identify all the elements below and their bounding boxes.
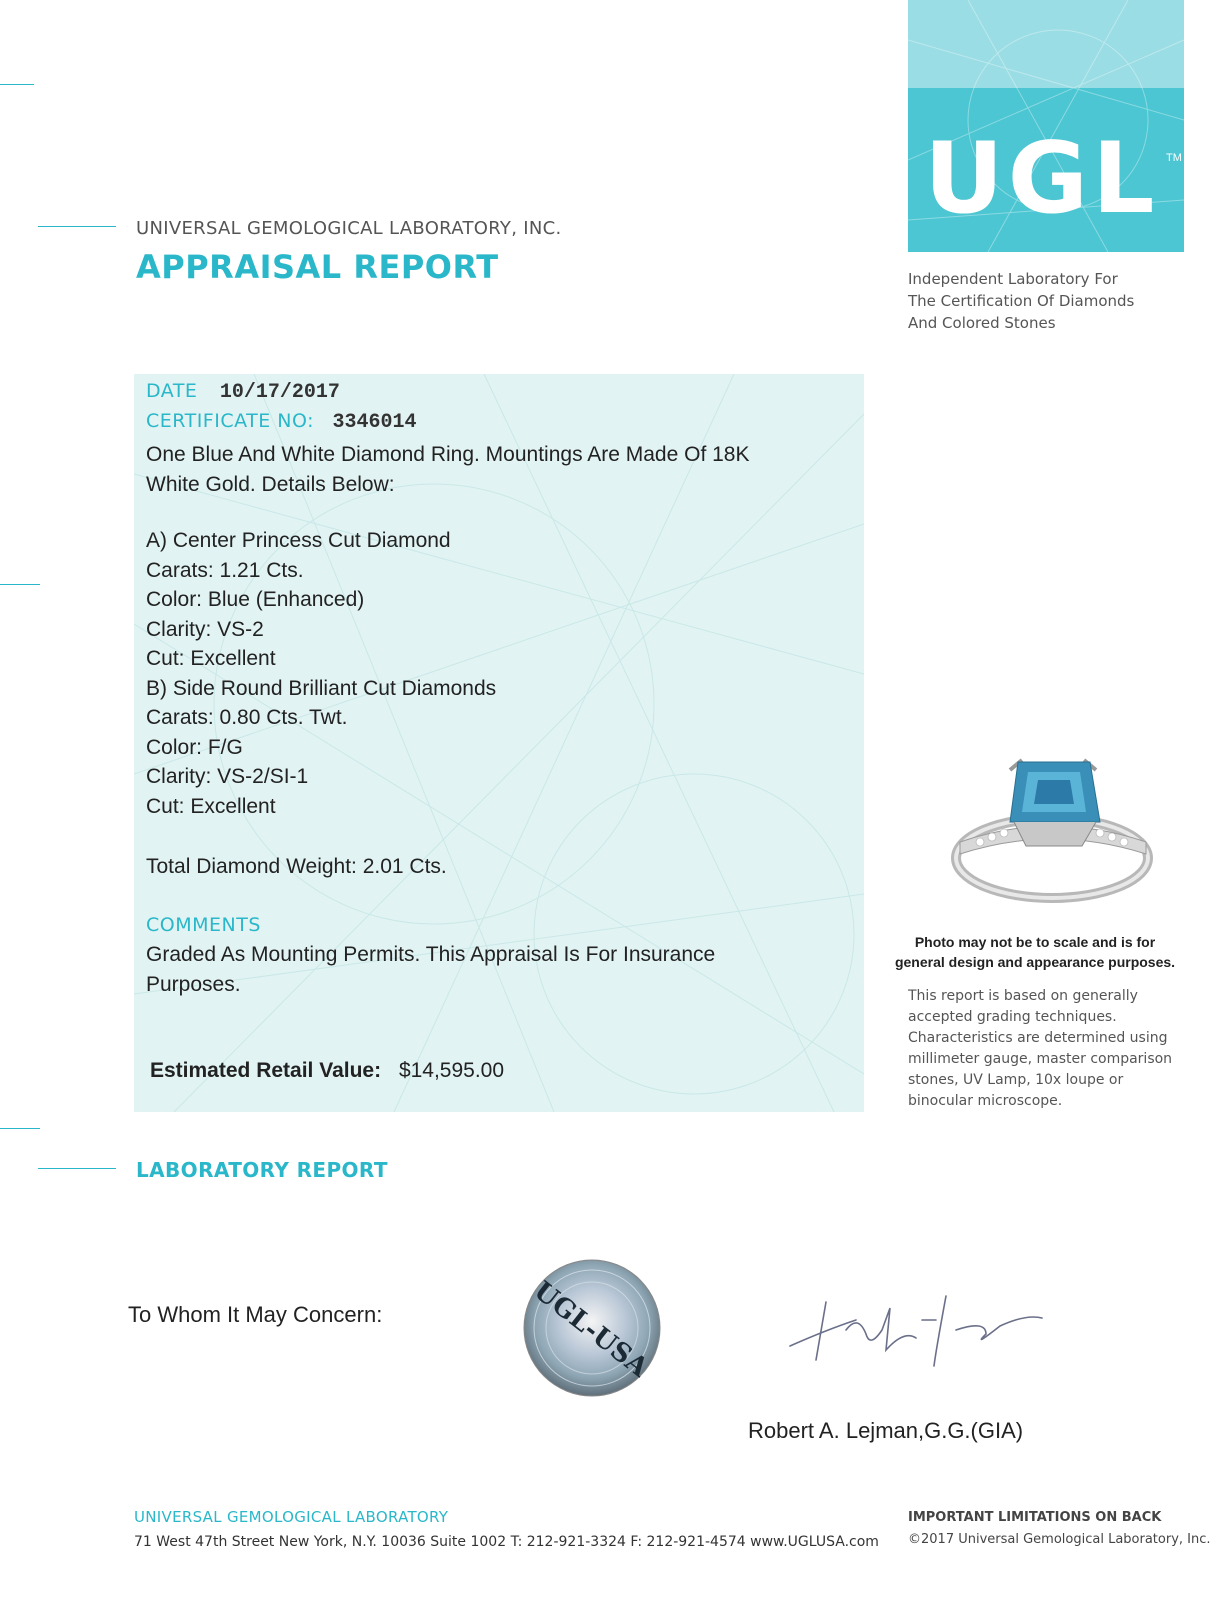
tagline-line: The Certification Of Diamonds bbox=[908, 292, 1135, 310]
certificate-label: CERTIFICATE NO: bbox=[146, 410, 315, 432]
ugl-logo bbox=[908, 0, 1184, 252]
date-value: 10/17/2017 bbox=[219, 381, 340, 404]
grading-note-line: Characteristics are determined using bbox=[908, 1030, 1168, 1046]
grading-note-line: binocular microscope. bbox=[908, 1093, 1063, 1109]
photo-disclaimer bbox=[880, 932, 1190, 972]
detail-line: Cut: Excellent bbox=[146, 647, 276, 670]
salutation: To Whom It May Concern: bbox=[128, 1302, 383, 1327]
footer-limitations: IMPORTANT LIMITATIONS ON BACK bbox=[908, 1510, 1162, 1525]
footer-address: 71 West 47th Street New York, N.Y. 10036 Suite 1002 T: 212-921-3324 F: 212-921-4574 www.UGLUSA.com bbox=[134, 1534, 879, 1550]
footer-copyright: ©2017 Universal Gemological Laboratory, Inc. bbox=[908, 1532, 1211, 1547]
total-weight: Total Diamond Weight: 2.01 Cts. bbox=[146, 855, 447, 878]
detail-line: B) Side Round Brilliant Cut Diamonds bbox=[146, 676, 497, 700]
detail-line: Carats: 1.21 Cts. bbox=[146, 558, 304, 582]
retail-value bbox=[150, 1056, 504, 1086]
hologram-seal bbox=[522, 1258, 662, 1398]
detail-line: Carats: 0.80 Cts. Twt. bbox=[146, 706, 348, 729]
grading-note-line: This report is based on generally bbox=[908, 988, 1138, 1004]
certificate-number: 3346014 bbox=[332, 411, 417, 434]
report-title: APPRAISAL REPORT bbox=[136, 248, 499, 286]
retail-value-label: Estimated Retail Value: bbox=[150, 1059, 382, 1082]
description bbox=[146, 440, 856, 500]
grading-note-line: millimeter gauge, master comparison bbox=[908, 1051, 1173, 1067]
date-label: DATE bbox=[146, 380, 198, 402]
detail-line: Cut: Excellent bbox=[146, 794, 276, 818]
detail-line: Clarity: VS-2/SI-1 bbox=[146, 765, 309, 788]
report-panel bbox=[134, 374, 864, 1112]
left-edge-rule-1 bbox=[0, 84, 34, 85]
left-edge-rule-2 bbox=[0, 584, 40, 585]
logo-trademark: TM bbox=[1166, 152, 1182, 164]
comments-label: COMMENTS bbox=[146, 914, 261, 936]
tagline-line: And Colored Stones bbox=[908, 314, 1056, 332]
footer-lab-name: UNIVERSAL GEMOLOGICAL LABORATORY bbox=[134, 1508, 449, 1526]
detail-line: Color: Blue (Enhanced) bbox=[146, 588, 365, 611]
photo-disclaimer-line: Photo may not be to scale and is for bbox=[914, 934, 1156, 950]
signature bbox=[786, 1290, 1046, 1370]
grading-note-line: accepted grading techniques. bbox=[908, 1009, 1117, 1025]
grading-note bbox=[908, 986, 1188, 1112]
company-name: UNIVERSAL GEMOLOGICAL LABORATORY, INC. bbox=[136, 218, 562, 239]
photo-disclaimer-line: general design and appearance purposes. bbox=[894, 954, 1176, 970]
header-rule bbox=[38, 226, 116, 227]
description-line: One Blue And White Diamond Ring. Mountings Are Made Of 18K bbox=[146, 443, 750, 466]
lab-report-rule bbox=[38, 1168, 116, 1169]
ring-photo bbox=[940, 750, 1160, 910]
left-edge-rule-3 bbox=[0, 1128, 40, 1129]
logo-tagline bbox=[908, 268, 1168, 334]
comments bbox=[146, 940, 856, 1000]
grading-note-line: stones, UV Lamp, 10x loupe or bbox=[908, 1072, 1124, 1088]
signer-name: Robert A. Lejman,G.G.(GIA) bbox=[748, 1418, 1024, 1443]
comments-line: Purposes. bbox=[146, 973, 241, 996]
tagline-line: Independent Laboratory For bbox=[908, 270, 1118, 288]
comments-line: Graded As Mounting Permits. This Appraisal Is For Insurance bbox=[146, 943, 716, 966]
logo-text: UGL bbox=[924, 122, 1159, 236]
lab-report-heading: LABORATORY REPORT bbox=[136, 1158, 388, 1182]
detail-line: A) Center Princess Cut Diamond bbox=[146, 529, 451, 552]
seal-text: UGL-USA bbox=[528, 1276, 654, 1384]
detail-line: Clarity: VS-2 bbox=[146, 617, 264, 641]
diamond-details bbox=[146, 526, 856, 821]
detail-line: Color: F/G bbox=[146, 735, 243, 759]
description-line: White Gold. Details Below: bbox=[146, 473, 395, 496]
retail-value-amount: $14,595.00 bbox=[398, 1059, 505, 1082]
